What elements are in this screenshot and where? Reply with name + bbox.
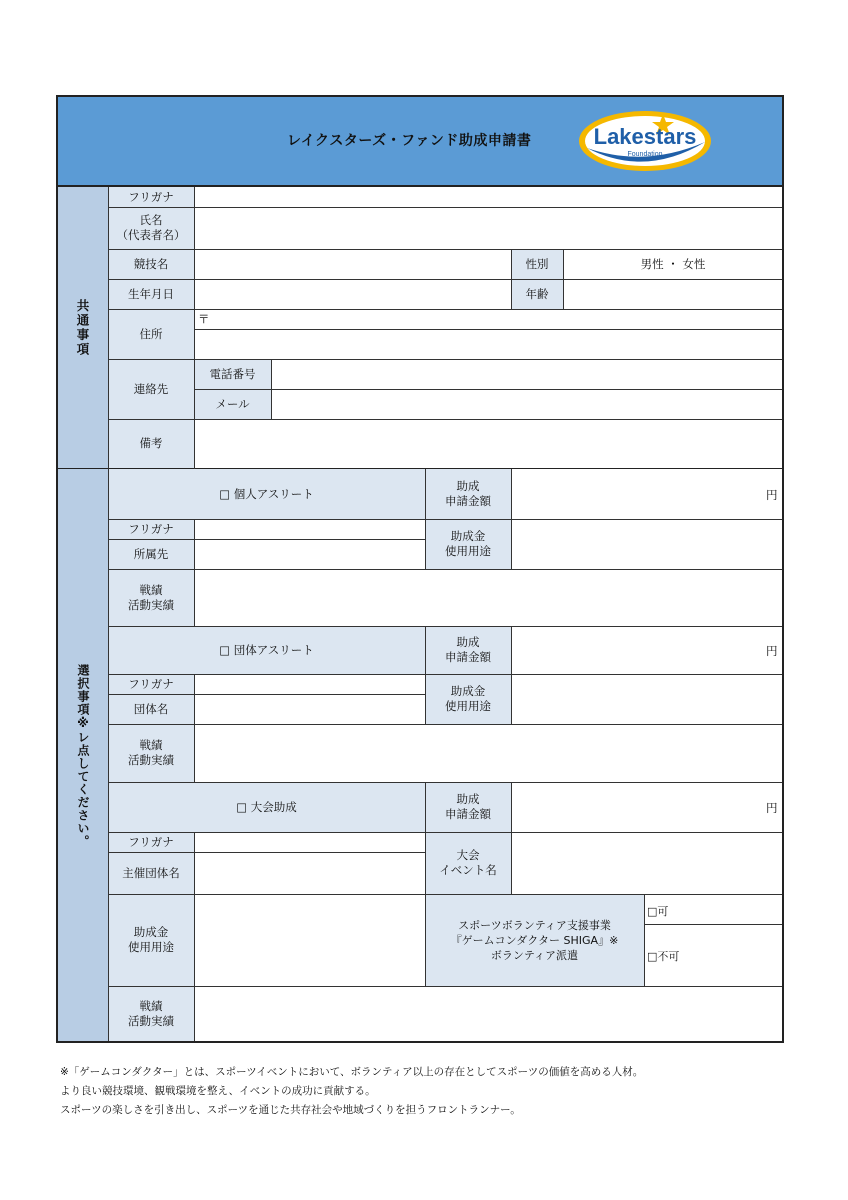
furigana-label: フリガナ [108, 187, 194, 207]
team-amount-label: 助成 申請金額 [425, 626, 511, 674]
phone-label: 電話番号 [194, 359, 271, 389]
footnote-1: ※「ゲームコンダクター」とは、スポーツイベントにおいて、ボランティア以上の存在としてスポーツの価値を高める人材。 [60, 1066, 644, 1078]
email-label: メール [194, 389, 271, 419]
team-checkbox[interactable]: □ 団体アスリート [108, 626, 425, 674]
event-name-label: 大会 イベント名 [425, 832, 511, 894]
svg-text:Foundation: Foundation [627, 151, 663, 158]
event-usage-label: 助成金 使用用途 [108, 894, 194, 986]
common-section-label: 共通事項 [57, 187, 108, 468]
sport-label: 競技名 [108, 249, 194, 279]
event-yen: 円 [766, 801, 778, 815]
not-allowed-checkbox[interactable]: □不可 [647, 950, 680, 963]
event-amount-label: 助成 申請金額 [425, 782, 511, 832]
postal-mark: 〒 [198, 312, 210, 326]
name-label: 氏名 （代表者名） [108, 207, 194, 249]
form-title: レイクスターズ・ファンド助成申請書 [287, 133, 532, 149]
affiliation-label: 所属先 [108, 539, 194, 569]
individual-checkbox[interactable]: □ 個人アスリート [108, 469, 425, 519]
team-usage-label: 助成金 使用用途 [425, 674, 511, 724]
event-checkbox[interactable]: □ 大会助成 [108, 782, 425, 832]
allowed-checkbox[interactable]: □可 [647, 905, 669, 918]
team-furigana-label: フリガナ [108, 674, 194, 694]
footnotes [60, 1063, 643, 1120]
individual-usage-label: 助成金 使用用途 [425, 519, 511, 569]
remarks-label: 備考 [108, 419, 194, 468]
organizer-label: 主催団体名 [108, 852, 194, 894]
group-name-label: 団体名 [108, 694, 194, 724]
team-yen: 円 [766, 644, 778, 658]
gender-value[interactable]: 男性 ・ 女性 [640, 256, 706, 271]
select-section-label: 選択事項※レ点してください。 [57, 469, 108, 1042]
svg-text:Lakestars: Lakestars [593, 124, 697, 149]
birthday-label: 生年月日 [108, 279, 194, 309]
event-record-label: 戦績 活動実績 [108, 986, 194, 1042]
event-furigana-label: フリガナ [108, 832, 194, 852]
address-label: 住所 [108, 309, 194, 359]
age-label: 年齢 [511, 279, 563, 309]
footnote-2: より良い競技環境、観戦環境を整え、イベントの成功に貢献する。 [60, 1085, 376, 1097]
individual-yen: 円 [766, 488, 778, 502]
gender-label: 性別 [511, 249, 563, 279]
form-frame [56, 95, 784, 1043]
contact-label: 連絡先 [108, 359, 194, 419]
volunteer-label: スポーツボランティア支援事業 『ゲームコンダクター SHIGA』※ ボランティア派遣 [425, 894, 644, 986]
footnote-3: スポーツの楽しさを引き出し、スポーツを通じた共存社会や地域づくりを担うフロントランナー。 [60, 1104, 521, 1116]
individual-amount-label: 助成 申請金額 [425, 469, 511, 519]
team-record-label: 戦績 活動実績 [108, 724, 194, 782]
individual-furigana-label: フリガナ [108, 519, 194, 539]
individual-record-label: 戦績 活動実績 [108, 569, 194, 626]
